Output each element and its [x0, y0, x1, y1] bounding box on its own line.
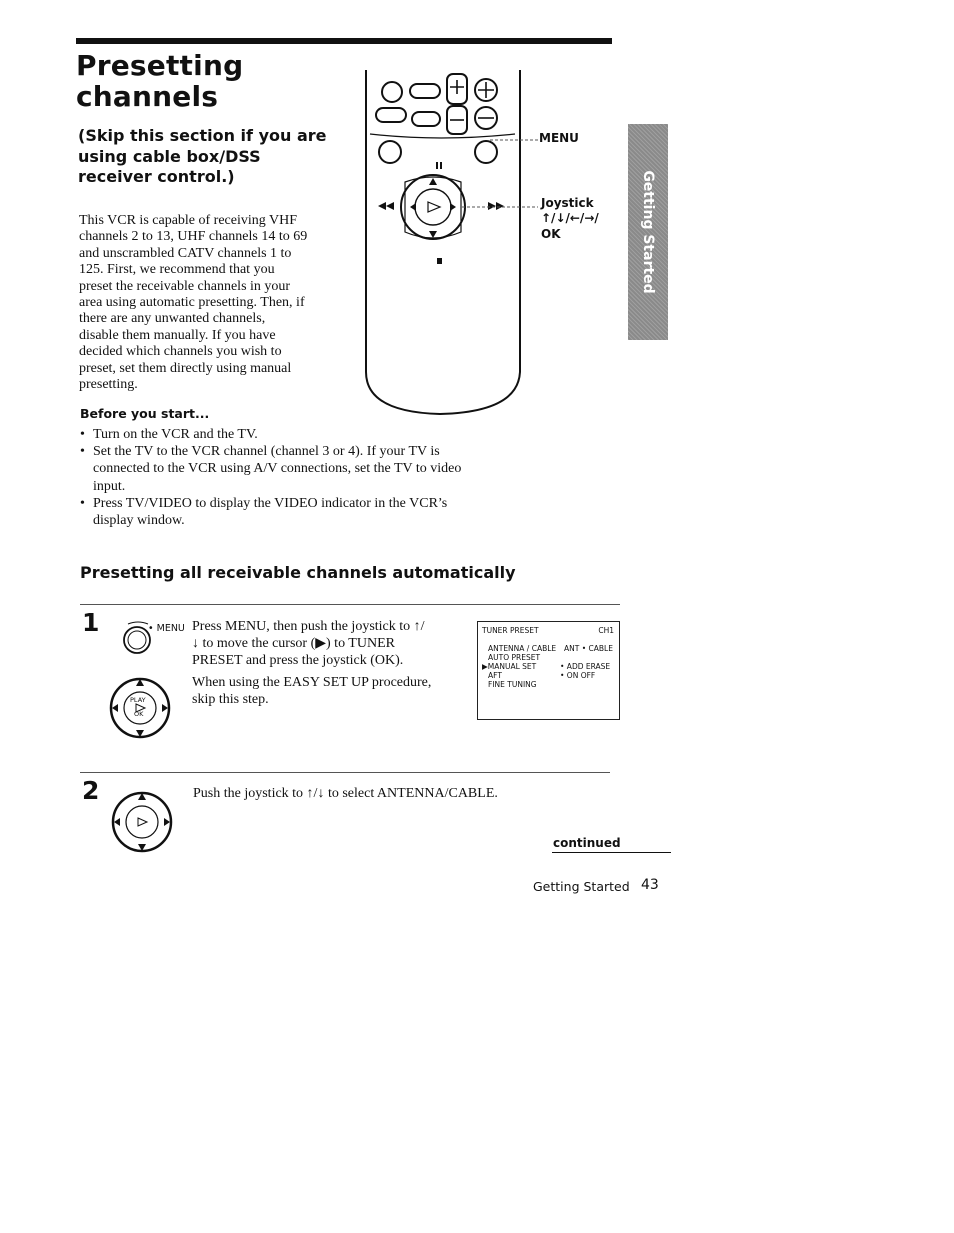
before-you-start-heading: Before you start... [80, 406, 210, 421]
intro-line: disable them manually. If you have [79, 327, 276, 343]
step-divider [80, 604, 620, 605]
step-line: skip this step. [192, 691, 269, 707]
intro-line: preset the receivable channels in your [79, 278, 291, 294]
intro-paragraph [79, 213, 341, 393]
joystick-small-icon [106, 675, 174, 739]
intro-line: area using automatic presetting. Then, if [79, 295, 305, 311]
intro-line: and unscrambled CATV channels 1 to [79, 245, 292, 261]
section-side-tab [628, 124, 668, 340]
osd-row-label: ANTENNA / CABLE [488, 644, 557, 653]
page-number: 43 [641, 877, 659, 893]
footer-section: Getting Started [533, 879, 630, 894]
list-item [80, 495, 510, 529]
joystick-callout: Joystick [541, 196, 594, 210]
ok-label: OK [134, 710, 144, 718]
subtitle [78, 126, 338, 188]
osd-row-label: FINE TUNING [488, 680, 537, 689]
step-line: ↓ to move the cursor (▶) to TUNER [192, 635, 395, 651]
step-line: When using the EASY SET UP procedure, [192, 675, 432, 690]
ok-callout: OK [541, 227, 561, 241]
step-1-note [192, 675, 467, 709]
menu-callout: MENU [539, 131, 579, 145]
step-1-instruction [192, 619, 467, 669]
bullet-line: input. [93, 478, 126, 494]
bullet-line: display window. [93, 513, 185, 529]
step-line: PRESET and press the joystick (OK). [192, 652, 404, 668]
step-divider [80, 772, 610, 773]
osd-row-label: AFT [488, 671, 502, 680]
intro-line: decided which channels you wish to [79, 344, 282, 360]
title-line-1: Presetting [76, 49, 244, 82]
subtitle-line: receiver control.) [78, 167, 235, 186]
list-item [80, 443, 510, 495]
list-item [80, 426, 510, 443]
subtitle-line: using cable box/DSS [78, 146, 261, 166]
top-rule [76, 38, 612, 44]
continued-label: continued [553, 836, 621, 850]
page-title [76, 50, 243, 112]
step-2-instruction: Push the joystick to ↑/↓ to select ANTENNA/CABLE. [193, 786, 498, 801]
intro-line: 125. First, we recommend that you [79, 262, 275, 278]
continued-rule [552, 852, 671, 853]
section-heading: Presetting all receivable channels automatically [80, 563, 516, 582]
joystick-arrows-callout: ↑/↓/←/→/ [541, 211, 599, 225]
subtitle-line: (Skip this section if you are [78, 126, 327, 145]
bullet-line: • Press TV/VIDEO to display the VIDEO indicator in the VCR’s [93, 495, 448, 511]
menu-label: • MENU [148, 623, 185, 634]
step-line: Press MENU, then push the joystick to ↑/ [192, 619, 425, 634]
bullet-line: • Turn on the VCR and the TV. [93, 427, 258, 442]
before-you-start-list [80, 426, 510, 529]
tuner-preset-screen [477, 621, 620, 720]
step-2-number: 2 [82, 776, 100, 805]
remote-control-illustration [350, 62, 540, 422]
power-button-icon [382, 82, 402, 102]
bullet-line: connected to the VCR using A/V connections, set the TV to video [93, 461, 462, 477]
bullet-line: • Set the TV to the VCR channel (channel 3 or 4). If your TV is [93, 444, 440, 460]
joystick-small-icon [108, 790, 176, 854]
play-label: PLAY [130, 696, 146, 704]
step-1-number: 1 [82, 608, 100, 637]
title-line-2: channels [76, 80, 219, 113]
intro-line: channels 2 to 13, UHF channels 14 to 69 [79, 229, 308, 245]
intro-line: This VCR is capable of receiving VHF [79, 213, 298, 228]
osd-row-value: • ADD ERASE [560, 662, 611, 671]
osd-row-value: ANT • CABLE [564, 644, 613, 653]
intro-line: presetting. [79, 377, 138, 393]
menu-button-icon [379, 141, 401, 163]
intro-line: preset, set them directly using manual [79, 360, 292, 376]
osd-channel: CH1 [598, 626, 614, 635]
osd-row-label: AUTO PRESET [488, 653, 541, 662]
intro-line: there are any unwanted channels, [79, 311, 266, 327]
side-tab-label: Getting Started [640, 170, 656, 294]
osd-title: TUNER PRESET [482, 626, 539, 635]
osd-row-value: • ON OFF [560, 671, 596, 680]
osd-row-label: ▶MANUAL SET [482, 662, 537, 671]
